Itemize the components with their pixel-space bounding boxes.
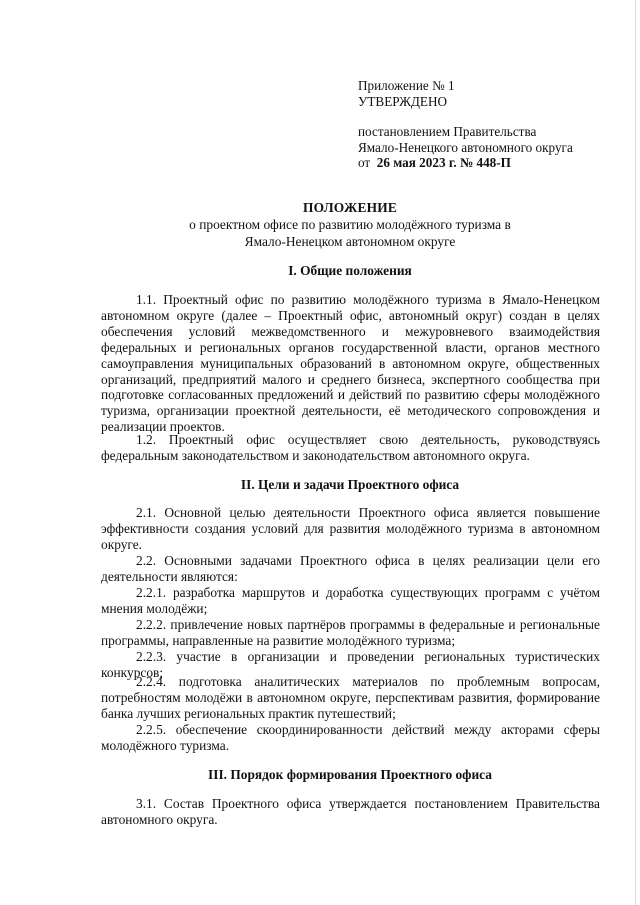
document-title: ПОЛОЖЕНИЕ bbox=[303, 200, 397, 215]
page-edge-line bbox=[635, 0, 636, 905]
section-heading-1: I. Общие положения bbox=[288, 263, 412, 278]
approval-stamp-header bbox=[358, 78, 628, 109]
paragraph-2-2-1: 2.2.1. разработка маршрутов и доработка существующих программ с учётом мнения молодёжи; bbox=[101, 585, 600, 616]
document-title-block bbox=[100, 199, 600, 250]
paragraph-2-2-5: 2.2.5. обеспечение скоординированности действий между акторами сферы молодёжного туризма. bbox=[101, 722, 600, 753]
paragraph-3-1: 3.1. Состав Проектного офиса утверждается постановлением Правительства автономного округа. bbox=[101, 796, 600, 827]
paragraph-2-2: 2.2. Основными задачами Проектного офиса в целях реализации цели его деятельности являются: bbox=[101, 553, 600, 584]
approval-stamp-decree bbox=[358, 124, 628, 171]
paragraph-1-1: 1.1. Проектный офис по развитию молодёжного туризма в Ямало-Ненецком автономном округе (далее – Проектный офис, автономный округ) создан в целях обеспечения условий межведомственного и межуровневого взаимодействия федеральных и региональных органов государственной власти, органов местного самоуправления муниципальных образований в автономном округе, общественных организаций, предприятий малого и среднего бизнеса, экспертного сообщества при подготовке согласованных предложений и действий по развитию сферы молодёжного туризма, организации проектной деятельности, её методического сопровождения и реализации проектов. bbox=[101, 292, 600, 435]
section-heading-3: III. Порядок формирования Проектного офиса bbox=[208, 767, 492, 782]
paragraph-2-2-2: 2.2.2. привлечение новых партнёров программы в федеральные и региональные программы, направленные на развитие молодёжного туризма; bbox=[101, 617, 600, 648]
decree-date-line bbox=[358, 155, 628, 171]
paragraph-2-2-3: 2.2.3. участие в организации и проведении региональных туристических конкурсов; bbox=[101, 649, 600, 680]
section-heading-2: II. Цели и задачи Проектного офиса bbox=[240, 477, 460, 492]
paragraph-2-2-4: 2.2.4. подготовка аналитических материалов по проблемным вопросам, потребностям молодёжи в автономном округе, перспективам развития, формирование банка лучших региональных практик путешествий; bbox=[101, 674, 600, 721]
decree-date-value: 26 мая 2023 г. № 448-П bbox=[376, 155, 511, 170]
decree-line-1: постановлением Правительства bbox=[358, 124, 537, 139]
decree-line-2: Ямало-Ненецкого автономного округа bbox=[358, 139, 573, 155]
paragraph-1-2: 1.2. Проектный офис осуществляет свою деятельность, руководствуясь федеральным законодательством и законодательством автономного округа. bbox=[101, 432, 600, 463]
decree-date-prefix: от bbox=[358, 155, 371, 170]
document-subtitle-line-2: Ямало-Ненецком автономном округе bbox=[244, 234, 456, 249]
approved-label: УТВЕРЖДЕНО bbox=[358, 93, 448, 109]
document-subtitle-line-1: о проектном офисе по развитию молодёжного туризма в bbox=[189, 217, 511, 232]
paragraph-2-1: 2.1. Основной целью деятельности Проектного офиса является повышение эффективности создания условий для развития молодёжного туризма в автономном округе. bbox=[101, 505, 600, 552]
appendix-label: Приложение № 1 bbox=[358, 78, 455, 93]
